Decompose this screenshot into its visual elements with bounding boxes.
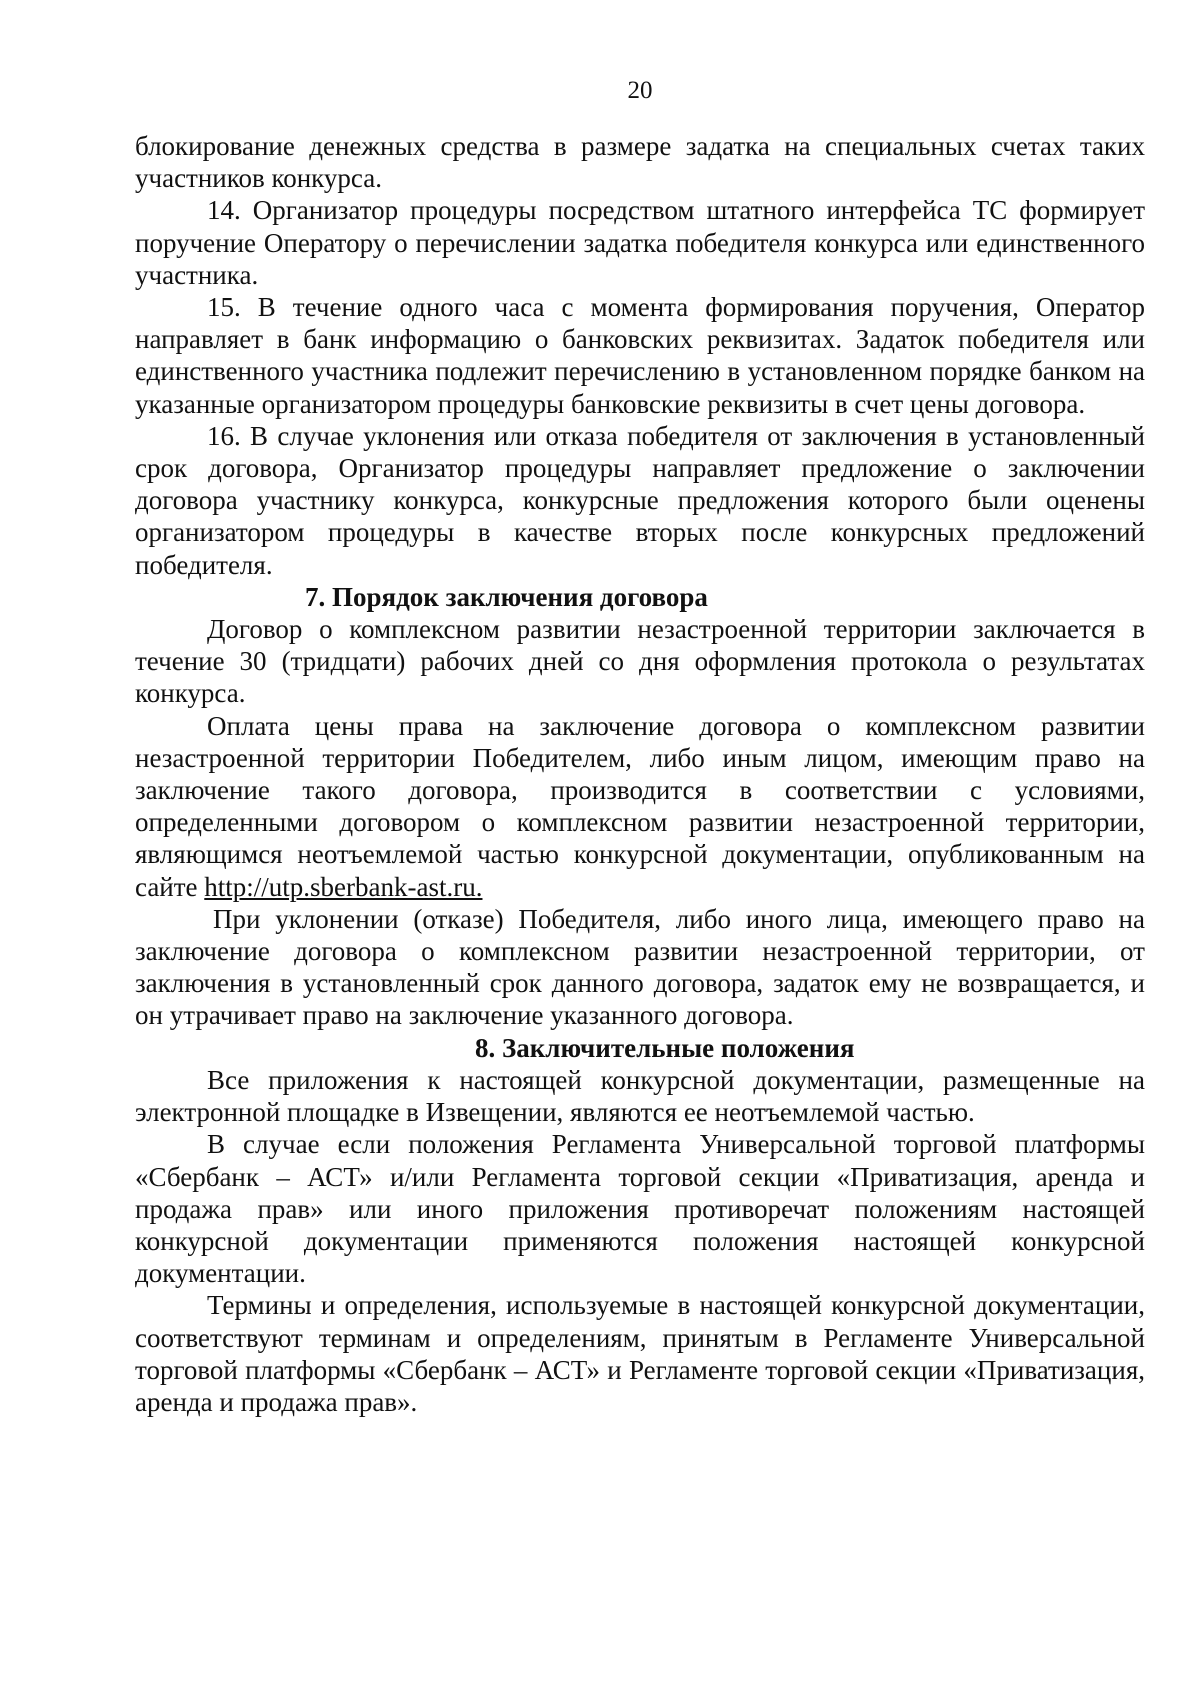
paragraph-16: 16. В случае уклонения или отказа победителя от заключения в установленный срок договора, Организатор процедуры направляет предложение о заключении договора участнику конкурса, конкурсные предложения которого были оценены организатором процедуры в качестве вторых после конкурсных предложений победителя. <box>135 420 1145 580</box>
section-7-paragraph-1: Договор о комплексном развитии незастроенной территории заключается в течение 30 (тридцати) рабочих дней со дня оформления протокола о результатах конкурса. <box>135 614 1145 709</box>
paragraph-15: 15. В течение одного часа с момента формирования поручения, Оператор направляет в банк информацию о банковских реквизитах. Задаток победителя или единственного участника подлежит перечислению в установленном порядке банком на указанные организатором процедуры банковские реквизиты в счет цены договора. <box>135 292 1145 419</box>
document-body <box>135 130 1145 1418</box>
section-7-paragraph-2-text: Оплата цены права на заключение договора о комплексном развитии незастроенной территории Победителем, либо иным лицом, имеющим право на заключение такого договора, производится в соответствии с условиями, определенными договором о комплексном развитии незастроенной территории, являющимся неотъемлемой частью конкурсной документации, опубликованным на сайте <box>135 710 1145 902</box>
section-8-paragraph-1: Все приложения к настоящей конкурсной документации, размещенные на электронной площадке в Извещении, являются ее неотъемлемой частью. <box>135 1064 1145 1128</box>
section-8-paragraph-3: Термины и определения, используемые в настоящей конкурсной документации, соответствуют терминам и определениям, принятым в Регламенте Универсальной торговой платформы «Сбербанк – АСТ» и Регламенте торговой секции «Приватизация, аренда и продажа прав». <box>135 1290 1145 1417</box>
paragraph-13-continuation: блокирование денежных средства в размере задатка на специальных счетах таких участников конкурса. <box>135 131 1145 194</box>
section-8-heading: 8. Заключительные положения <box>475 1032 855 1063</box>
section-7-heading: 7. Порядок заключения договора <box>305 581 708 612</box>
paragraph-14: 14. Организатор процедуры посредством штатного интерфейса ТС формирует поручение Оператору о перечислении задатка победителя конкурса или единственного участника. <box>135 195 1145 290</box>
section-7-paragraph-3: При уклонении (отказе) Победителя, либо иного лица, имеющего право на заключение договора о комплексном развитии незастроенной территории, от заключения в установленный срок данного договора, задаток ему не возвращается, и он утрачивает право на заключение указанного договора. <box>135 903 1145 1031</box>
section-8-paragraph-2: В случае если положения Регламента Универсальной торговой платформы «Сбербанк – АСТ» и/или Регламента торговой секции «Приватизация, аренда и продажа прав» или иного приложения противоречат положениям настоящей конкурсной документации применяются положения настоящей конкурсной документации. <box>135 1129 1145 1289</box>
page-number: 20 <box>627 77 653 104</box>
section-7-paragraph-2 <box>135 710 1145 903</box>
sberbank-ast-link[interactable]: http://utp.sberbank-ast.ru. <box>204 871 483 902</box>
